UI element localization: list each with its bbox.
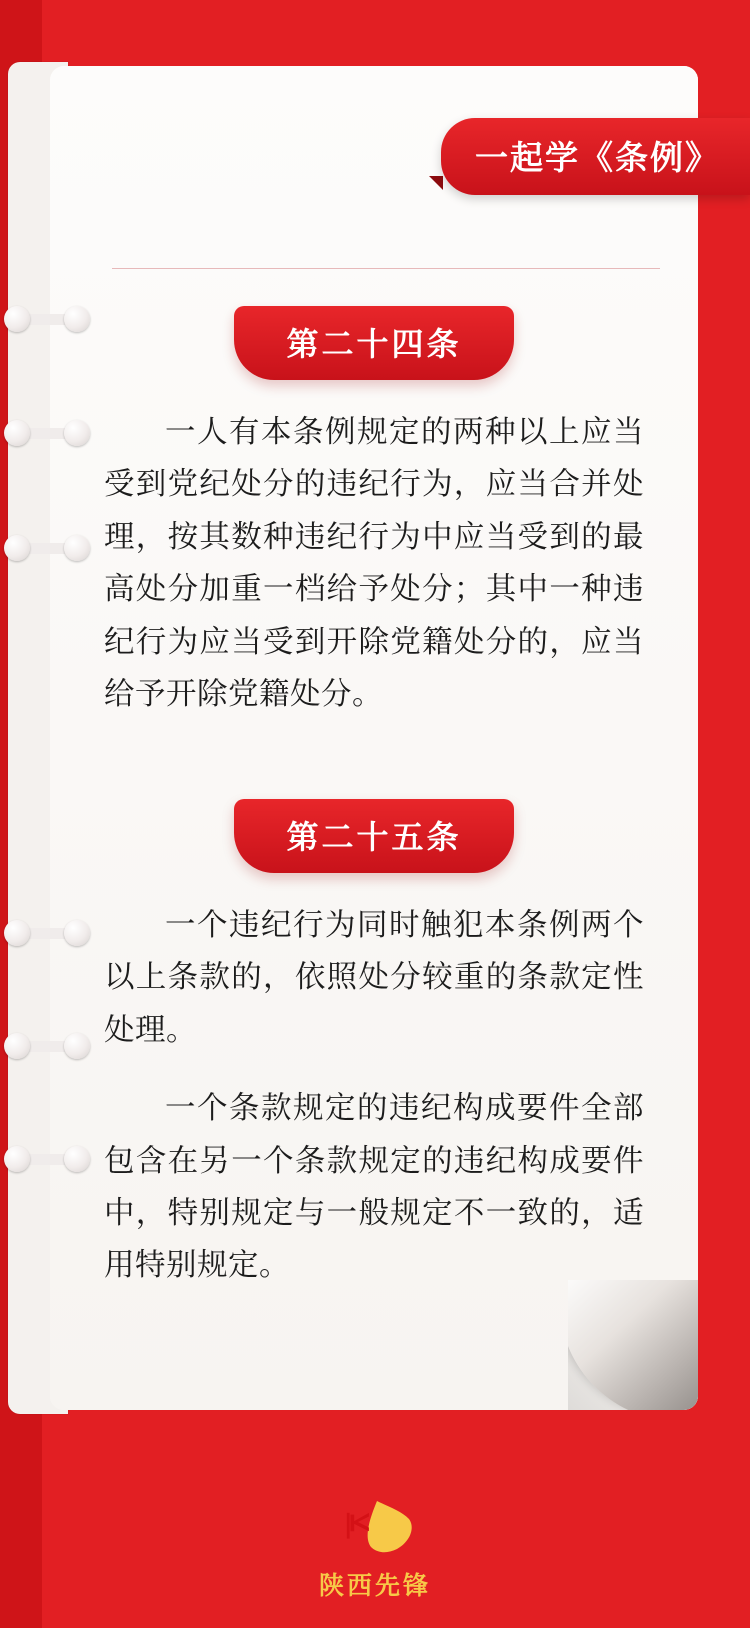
binder-knob-right: [64, 1146, 90, 1172]
binder-ring-5: [4, 1033, 90, 1059]
binder-knob-right: [64, 420, 90, 446]
footer-brand: 陕西先锋: [318, 1573, 431, 1600]
footer: [0, 1497, 750, 1602]
article-section-24: [50, 306, 698, 721]
article-paragraph: 一个违纪行为同时触犯本条例两个以上条款的，依照处分较重的条款定性处理。: [104, 907, 644, 1047]
binder-knob-left: [4, 535, 30, 561]
binder-ring-2: [4, 420, 90, 446]
binder-ring-3: [4, 535, 90, 561]
article-paragraph: 一人有本条例规定的两种以上应当受到党纪处分的违纪行为，应当合并处理，按其数种违纪行为中应当受到的最高处分加重一档给予处分；其中一种违纪行为应当受到开除党籍处分的，应当给予开除党籍处分。: [104, 415, 644, 712]
binder-knob-left: [4, 1146, 30, 1172]
article-tag-25: [234, 799, 514, 873]
page-curl: [568, 1280, 698, 1410]
article-content: [50, 306, 698, 1298]
binder-knob-right: [64, 535, 90, 561]
tag-shadow-left: [238, 866, 271, 882]
article-paragraph: 一个条款规定的违纪构成要件全部包含在另一个条款规定的违纪构成要件中，特别规定与一般规定不一致的，适用特别规定。: [104, 1091, 644, 1283]
article-tag-label: 第二十五条: [286, 818, 462, 855]
binder-knob-left: [4, 420, 30, 446]
header-title: 一起学《条例》: [441, 118, 750, 195]
binder-ring-6: [4, 1146, 90, 1172]
article-section-25: [50, 799, 698, 1292]
party-emblem-icon: [319, 1497, 431, 1557]
binder-knob-right: [64, 920, 90, 946]
section-gap: [50, 727, 698, 799]
binder-ring-4: [4, 920, 90, 946]
header-ribbon: [441, 118, 750, 195]
binder-knob-right: [64, 306, 90, 332]
binder-knob-right: [64, 1033, 90, 1059]
header-divider: [112, 268, 660, 269]
tag-shadow-right: [476, 373, 509, 389]
binder-knob-left: [4, 1033, 30, 1059]
binder-ring-1: [4, 306, 90, 332]
tag-shadow-left: [238, 373, 271, 389]
binder-knob-left: [4, 920, 30, 946]
content-card: [50, 66, 698, 1410]
binder-knob-left: [4, 306, 30, 332]
article-tag-24: [234, 306, 514, 380]
tag-shadow-right: [476, 866, 509, 882]
article-tag-label: 第二十四条: [286, 326, 462, 362]
ribbon-tail: [429, 176, 443, 190]
